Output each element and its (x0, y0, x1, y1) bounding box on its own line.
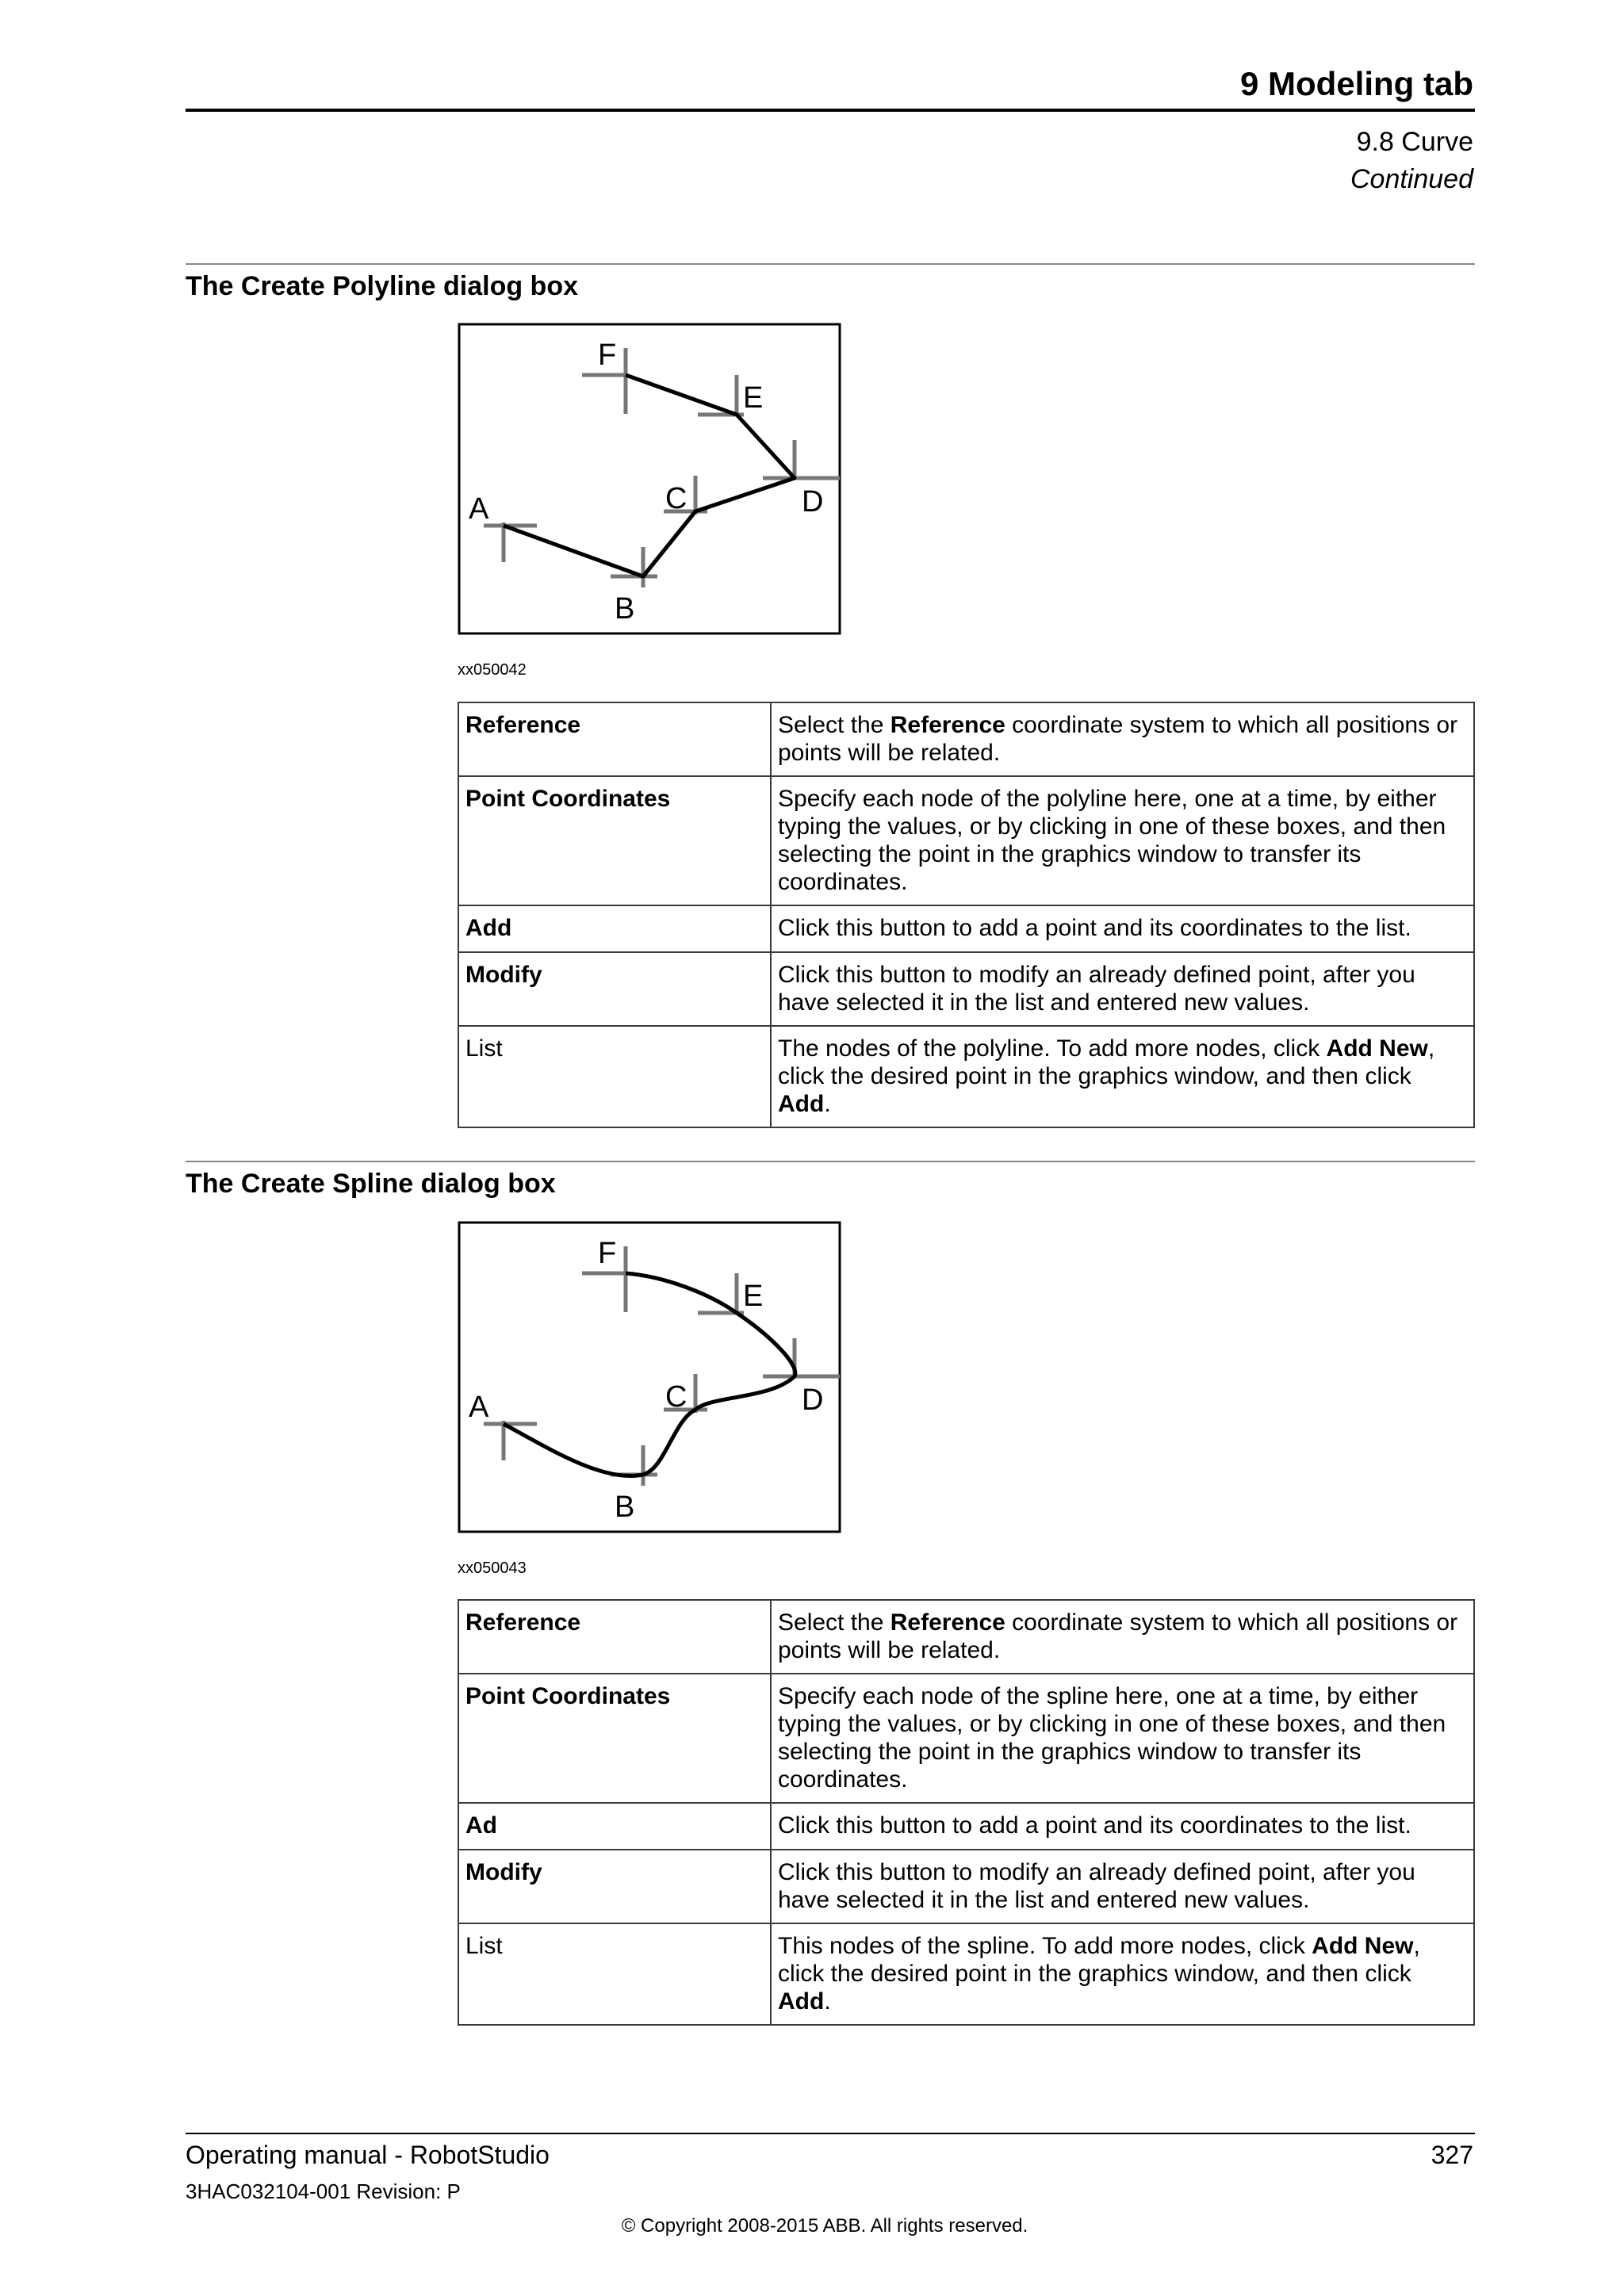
description-cell: This nodes of the spline. To add more nodes, click Add New, click the desired point in the graphics window, and then click Add. (771, 1923, 1474, 2025)
table-row (458, 1600, 1474, 1674)
copyright-notice: © Copyright 2008-2015 ABB. All rights reserved. (621, 2215, 1028, 2237)
chapter-title: 9 Modeling tab (1240, 65, 1473, 102)
document-revision: 3HAC032104-001 Revision: P (186, 2179, 461, 2203)
point-label-e: E (743, 381, 764, 415)
figure-caption: xx050043 (458, 1559, 527, 1577)
point-label-d: D (802, 1383, 824, 1417)
point-label-a: A (469, 492, 489, 526)
section-title: 9.8 Curve (1356, 127, 1473, 157)
description-cell: Click this button to add a point and its coordinates to the list. (771, 905, 1474, 952)
table-row (458, 1923, 1474, 2025)
continued-label: Continued (1350, 164, 1473, 194)
page-number: 327 (1431, 2141, 1473, 2169)
section-heading-polyline: The Create Polyline dialog box (186, 271, 578, 301)
term-cell: List (458, 1026, 771, 1127)
table-row (458, 702, 1474, 776)
point-label-b: B (615, 592, 635, 626)
term-cell: Modify (458, 1850, 771, 1923)
point-label-c: C (665, 482, 688, 515)
point-label-b: B (615, 1490, 635, 1524)
point-label-d: D (802, 485, 824, 519)
table-row (458, 1803, 1474, 1850)
table-row (458, 1850, 1474, 1923)
table-row (458, 1674, 1474, 1803)
term-cell: Point Coordinates (458, 1674, 771, 1803)
point-label-f: F (598, 1237, 617, 1270)
term-cell: Point Coordinates (458, 776, 771, 905)
header-rule (186, 109, 1475, 112)
section-heading-spline: The Create Spline dialog box (186, 1169, 556, 1199)
description-cell: Select the Reference coordinate system to which all positions or points will be related. (771, 702, 1474, 776)
point-label-c: C (665, 1380, 688, 1414)
term-cell: Modify (458, 952, 771, 1026)
figure-caption: xx050042 (458, 661, 527, 679)
term-cell: Reference (458, 702, 771, 776)
polyline-figure (458, 323, 841, 635)
description-cell: The nodes of the polyline. To add more nodes, click Add New, click the desired point in the graphics window, and then click Add. (771, 1026, 1474, 1127)
term-cell: Add (458, 905, 771, 952)
spline-figure (458, 1221, 841, 1533)
polyline-options-table (458, 702, 1475, 1128)
manual-title: Operating manual - RobotStudio (186, 2141, 550, 2169)
description-cell: Select the Reference coordinate system to which all positions or points will be related. (771, 1600, 1474, 1674)
section-divider (186, 1161, 1475, 1162)
description-cell: Specify each node of the spline here, one at a time, by either typing the values, or by clicking in one of these boxes, and then selecting the point in the graphics window to transfer its coordinates. (771, 1674, 1474, 1803)
description-cell: Click this button to modify an already defined point, after you have selected it in the list and entered new values. (771, 952, 1474, 1026)
footer-rule (186, 2133, 1475, 2134)
description-cell: Click this button to modify an already defined point, after you have selected it in the list and entered new values. (771, 1850, 1474, 1923)
point-label-f: F (598, 339, 617, 372)
table-row (458, 1026, 1474, 1127)
point-label-a: A (469, 1391, 489, 1424)
table-row (458, 952, 1474, 1026)
description-cell: Specify each node of the polyline here, one at a time, by either typing the values, or by clicking in one of these boxes, and then selecting the point in the graphics window to transfer its coordinates. (771, 776, 1474, 905)
table-row (458, 905, 1474, 952)
table-row (458, 776, 1474, 905)
term-cell: List (458, 1923, 771, 2025)
term-cell: Ad (458, 1803, 771, 1850)
section-divider (186, 263, 1475, 265)
spline-options-table (458, 1599, 1475, 2026)
description-cell: Click this button to add a point and its coordinates to the list. (771, 1803, 1474, 1850)
point-label-e: E (743, 1280, 764, 1313)
term-cell: Reference (458, 1600, 771, 1674)
